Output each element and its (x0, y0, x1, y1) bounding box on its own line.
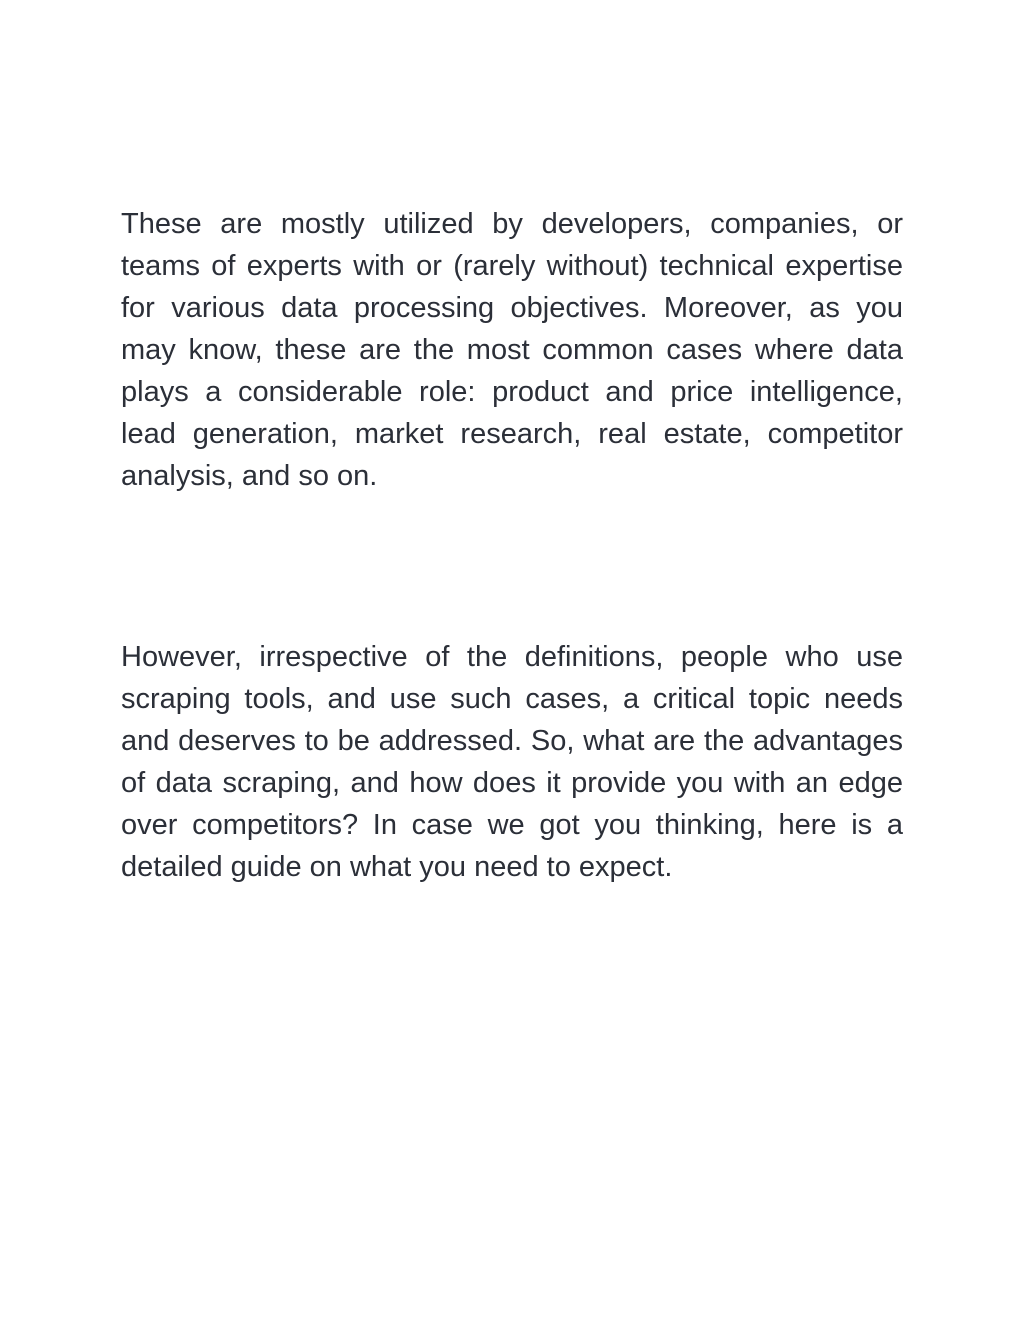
paragraph-scraping-advantages: However, irrespective of the definitions, people who use scraping tools, and use such cases, a critical topic needs and deserves to be addressed. So, what are the advantages of data scraping, and how does it provide you with an edge over competitors? In case we got you thinking, here is a detailed guide on what you need to expect. (121, 641, 903, 883)
paragraph-data-use-cases: These are mostly utilized by developers, companies, or teams of experts with or (rarely without) technical expertise for various data processing objectives. Moreover, as you may know, these are the most common cases where data plays a considerable role: product and price intelligence, lead generation, market research, real estate, competitor analysis, and so on. (121, 208, 903, 492)
